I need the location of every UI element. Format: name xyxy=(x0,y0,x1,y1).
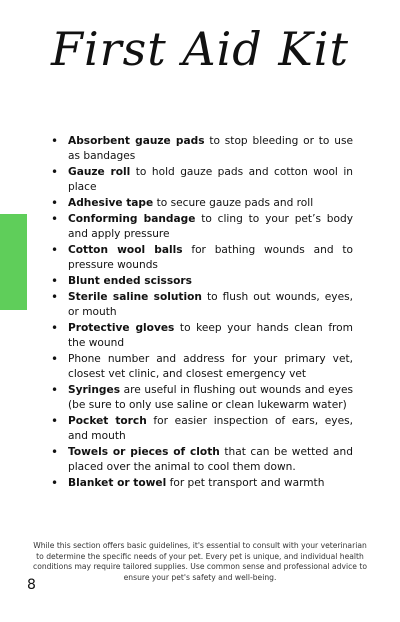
item-bold: Pocket torch xyxy=(68,415,147,427)
item-bold: Towels or pieces of cloth xyxy=(68,446,220,458)
list-item xyxy=(48,274,353,289)
item-text: for bathing wounds and to pressure wounds xyxy=(68,244,353,271)
item-text: Phone number and address for your primary vet, closest vet clinic, and closest emergency vet xyxy=(68,353,353,380)
list-item xyxy=(48,383,353,413)
list-item xyxy=(48,321,353,351)
item-bold: Gauze roll xyxy=(68,166,131,178)
item-text: for pet transport and warmth xyxy=(166,477,325,489)
item-bold: Conforming bandage xyxy=(68,213,196,225)
list-item xyxy=(48,196,353,211)
item-text: are useful in flushing out wounds and eyes (be sure to only use saline or clean lukewarm water) xyxy=(68,384,353,411)
first-aid-list xyxy=(48,134,353,492)
item-bold: Absorbent gauze pads xyxy=(68,135,205,147)
list-item xyxy=(48,243,353,273)
list-item xyxy=(48,134,353,164)
page-title: First Aid Kit xyxy=(51,22,349,76)
disclaimer-footer: While this section offers basic guidelines, it's essential to consult with your veterinarian to determine the specific needs of your pet. Every pet is unique, and individual health conditions may require tailored supplies. Use common sense and professional advice to ensure your pet's safety and well-being. xyxy=(33,541,367,582)
item-text: to keep your hands clean from the wound xyxy=(68,322,353,349)
item-bold: Protective gloves xyxy=(68,322,175,334)
item-text: to flush out wounds, eyes, or mouth xyxy=(68,291,353,318)
page-number: 8 xyxy=(27,577,36,593)
item-text: for easier inspection of ears, eyes, and mouth xyxy=(68,415,353,442)
item-text: to secure gauze pads and roll xyxy=(153,197,314,209)
item-bold: Adhesive tape xyxy=(68,197,154,209)
item-bold: Sterile saline solution xyxy=(68,291,202,303)
list-item xyxy=(48,352,353,382)
item-text: that can be wetted and placed over the animal to cool them down. xyxy=(68,446,353,473)
item-bold: Syringes xyxy=(68,384,121,396)
list-item xyxy=(48,476,353,491)
green-side-tab xyxy=(0,214,27,310)
list-item xyxy=(48,290,353,320)
list-item xyxy=(48,165,353,195)
list-item xyxy=(48,414,353,444)
item-bold: Blanket or towel xyxy=(68,477,167,489)
item-text: to hold gauze pads and cotton wool in place xyxy=(68,166,353,193)
item-text: to cling to your pet’s body and apply pressure xyxy=(68,213,353,240)
list-item xyxy=(48,212,353,242)
item-text: to stop bleeding or to use as bandages xyxy=(68,135,353,162)
item-bold: Cotton wool balls xyxy=(68,244,183,256)
item-bold: Blunt ended scissors xyxy=(68,275,192,287)
list-item xyxy=(48,445,353,475)
